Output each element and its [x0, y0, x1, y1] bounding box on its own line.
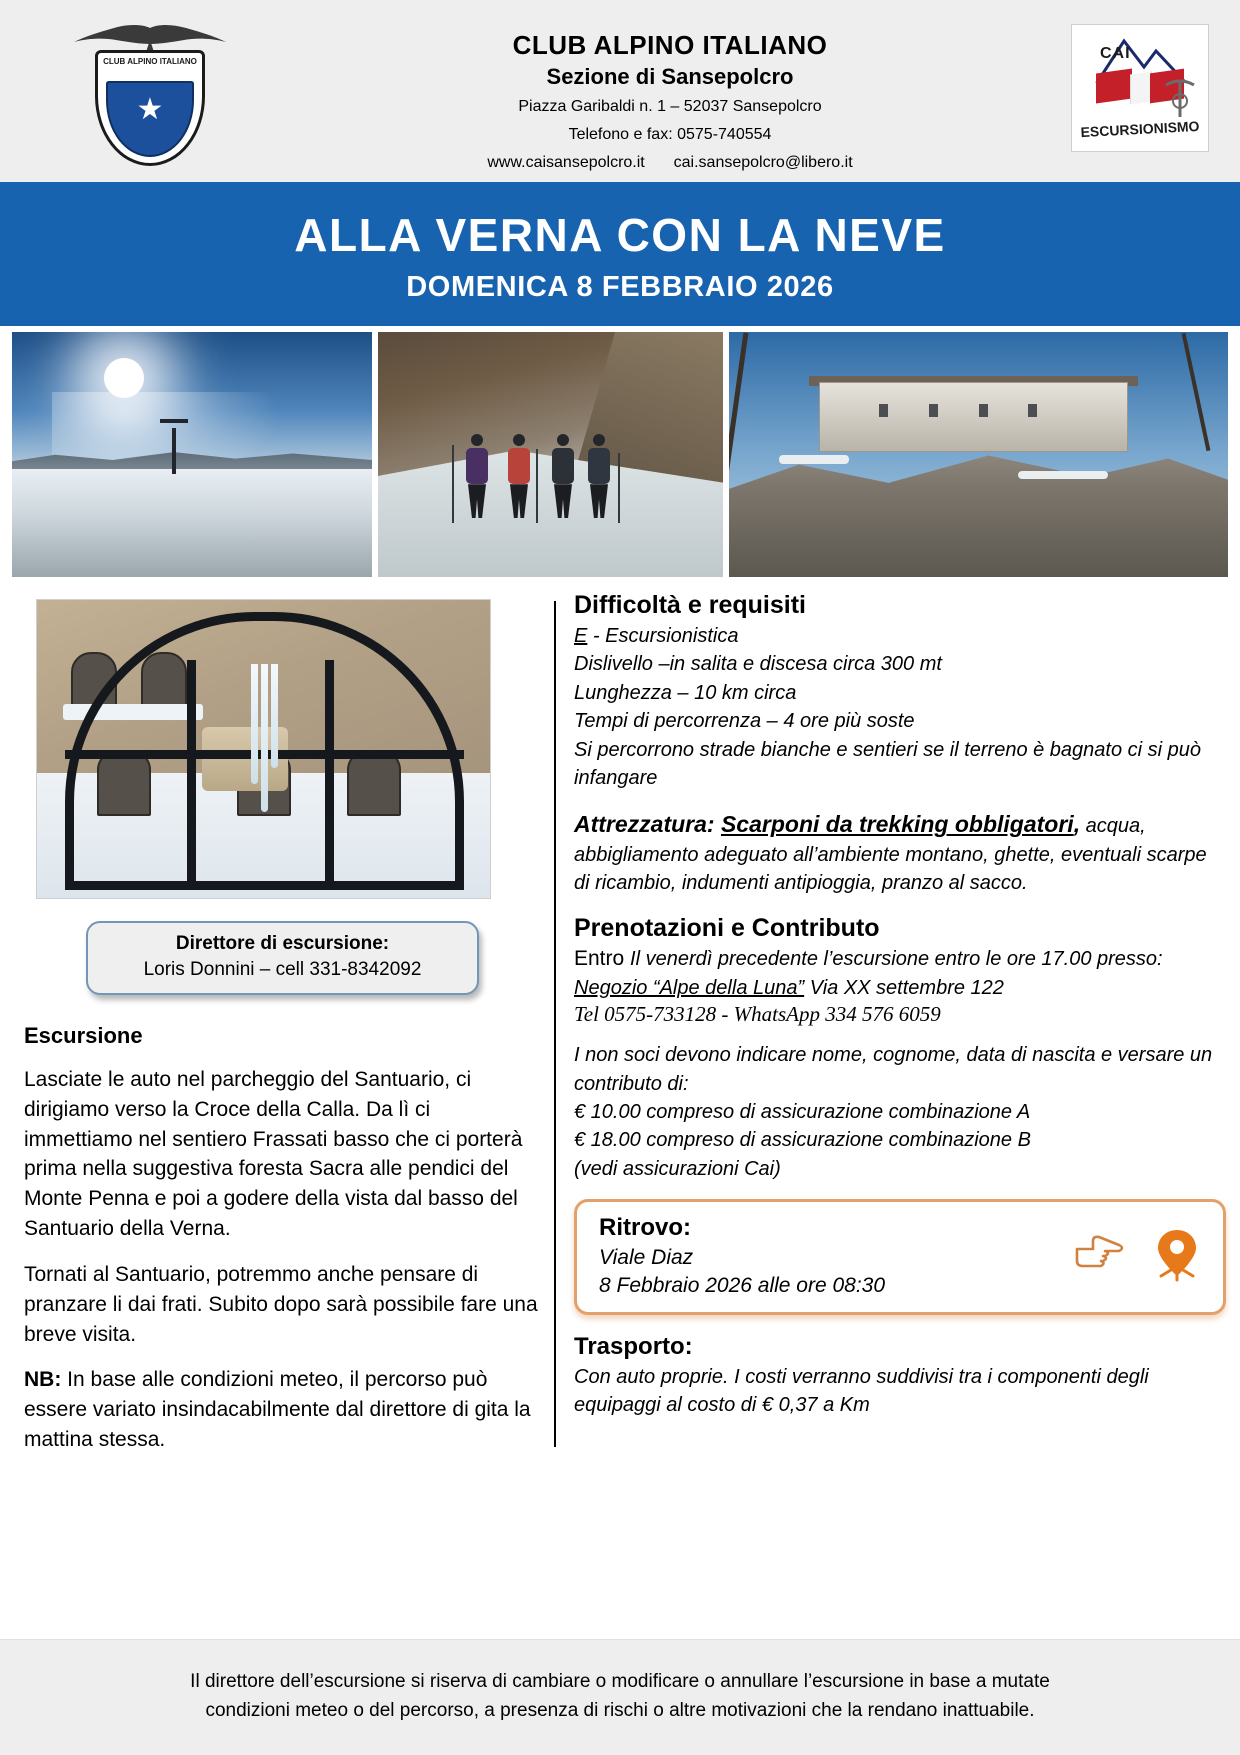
transport-section — [574, 1333, 1226, 1420]
difficulty-line-4: Si percorrono strade bianche e sentieri se il terreno è bagnato ci si può infangare — [574, 738, 1202, 789]
entro-value: Il venerdì precedente l’escursione entro le ore 17.00 presso: — [630, 947, 1163, 970]
org-email[interactable]: cai.sansepolcro@libero.it — [673, 154, 853, 172]
right-column — [556, 591, 1226, 1455]
flag-white-center — [1130, 71, 1152, 104]
star-icon: ★ — [136, 93, 164, 126]
booking-section — [574, 914, 1226, 1183]
difficulty-line-3: Tempi di percorrenza – 4 ore più soste — [574, 710, 915, 733]
excursion-paragraph-1: Lasciate le auto nel parcheggio del Santuario, ci dirigiamo verso la Croce della Calla. Da lì ci immettiamo nel sentiero Frassati basso che ci porterà prima nella suggestiva foresta Sacra alle pendici del Monte Penna e poi a godere della vista dal basso del Santuario della Verna. — [24, 1068, 523, 1241]
equipment-rest: acqua, abbigliamento adeguato all’ambiente montano, ghette, eventuali scarpe di ricambio, indumenti antipioggia, pranzo al sacco. — [574, 815, 1207, 895]
photo-cloister-well — [36, 599, 491, 899]
shop-address: Via XX settembre 122 — [804, 976, 1004, 999]
excursion-heading: Escursione — [24, 1023, 143, 1048]
header-text-block — [300, 14, 1040, 175]
shield-outline — [95, 50, 205, 166]
director-name: Loris Donnini – cell 331-8342092 — [143, 959, 422, 980]
shop-name: Negozio “Alpe della Luna” — [574, 976, 805, 999]
booking-deadline — [574, 945, 1226, 974]
booking-contacts[interactable]: Tel 0575-733128 - WhatsApp 334 576 6059 — [574, 1002, 941, 1027]
equipment-label: Attrezzatura: — [574, 811, 721, 838]
cai-monogram: CAI — [1100, 45, 1131, 62]
title-banner — [0, 182, 1240, 326]
booking-fee-a: € 10.00 compreso di assicurazione combinazione A — [574, 1100, 1031, 1123]
event-title: ALLA VERNA CON LA NEVE — [294, 209, 946, 261]
entro-label: Entro — [574, 946, 625, 970]
meeting-heading: Ritrovo: — [599, 1214, 691, 1242]
shield-label: CLUB ALPINO ITALIANO — [103, 57, 197, 66]
booking-fee-b: € 18.00 compreso di assicurazione combinazione B — [574, 1129, 1031, 1152]
ice-axe-icon — [1160, 75, 1200, 121]
org-title: CLUB ALPINO ITALIANO — [512, 30, 828, 60]
director-callout — [86, 921, 479, 995]
difficulty-grade — [574, 622, 1226, 650]
equipment-text — [574, 808, 1226, 897]
org-contacts — [300, 151, 1040, 174]
grade-letter: E — [574, 625, 588, 647]
org-phone: Telefono e fax: 0575-740554 — [568, 126, 772, 144]
equipment-section — [574, 808, 1226, 897]
section-title: Sezione di Sansepolcro — [546, 64, 794, 89]
booking-insurance-note: (vedi assicurazioni Cai) — [574, 1157, 781, 1180]
director-label: Direttore di escursione: — [175, 933, 390, 954]
org-address: Piazza Garibaldi n. 1 – 52037 Sansepolcro — [518, 98, 822, 115]
event-date: DOMENICA 8 FEBBRAIO 2026 — [406, 271, 834, 303]
transport-text: Con auto proprie. I costi verranno suddivisi tra i componenti degli equipaggi al costo di € 0,37 a Km — [574, 1366, 1149, 1417]
left-column — [14, 591, 554, 1455]
booking-shop — [574, 974, 1226, 1002]
difficulty-line-1: Dislivello –in salita e discesa circa 300 mt — [574, 653, 942, 676]
difficulty-line-2: Lunghezza – 10 km circa — [574, 681, 797, 704]
cai-shield-icon — [65, 18, 235, 168]
escursionismo-label: ESCURSIONISMO — [1080, 117, 1200, 141]
flag-red-left — [1096, 68, 1132, 103]
pointing-hand-icon — [1071, 1231, 1127, 1279]
map-pin-icon — [1153, 1228, 1201, 1282]
nb-label: NB: — [24, 1368, 62, 1392]
meeting-icons — [1071, 1228, 1201, 1282]
equipment-mandatory: Scarponi da trekking obbligatori — [720, 811, 1074, 838]
difficulty-section — [574, 591, 1226, 792]
equipment-comma: , — [1073, 811, 1081, 838]
excursion-paragraph-2: Tornati al Santuario, potremmo anche pensare di pranzare li dai frati. Subito dopo sarà possibile fare una breve visita. — [24, 1262, 538, 1346]
footer-line-2: condizioni meteo o del percorso, a presenza di rischi o altre motivazioni che la rendano inattuabile. — [205, 1699, 1035, 1721]
transport-heading: Trasporto: — [574, 1333, 693, 1361]
nb-text: In base alle condizioni meteo, il percorso può essere variato insindacabilmente dal direttore di gita la mattina stessa. — [24, 1368, 531, 1451]
meeting-point-box — [574, 1199, 1226, 1315]
photo-snowy-plateau — [12, 332, 372, 577]
footer-line-1: Il direttore dell’escursione si riserva di cambiare o modificare o annullare l’escursione in base a mutate — [190, 1671, 1050, 1692]
booking-non-members: I non soci devono indicare nome, cognome, data di nascita e versare un contributo di: — [574, 1044, 1213, 1095]
page-header — [0, 0, 1240, 182]
photo-strip — [0, 326, 1240, 577]
main-content — [0, 577, 1240, 1455]
meeting-datetime: 8 Febbraio 2026 alle ore 08:30 — [599, 1274, 886, 1298]
excursion-note — [24, 1365, 540, 1454]
org-website[interactable]: www.caisansepolcro.it — [487, 154, 645, 172]
grade-rest: - Escursionistica — [587, 625, 739, 647]
cai-logo-left — [0, 14, 300, 168]
meeting-place: Viale Diaz — [599, 1246, 694, 1270]
page-footer — [0, 1639, 1240, 1755]
photo-hikers-on-trail — [378, 332, 723, 577]
difficulty-heading: Difficoltà e requisiti — [574, 591, 806, 619]
booking-heading: Prenotazioni e Contributo — [574, 913, 880, 942]
cai-escursionismo-logo — [1040, 14, 1240, 152]
photo-sanctuary-cliff — [729, 332, 1228, 577]
